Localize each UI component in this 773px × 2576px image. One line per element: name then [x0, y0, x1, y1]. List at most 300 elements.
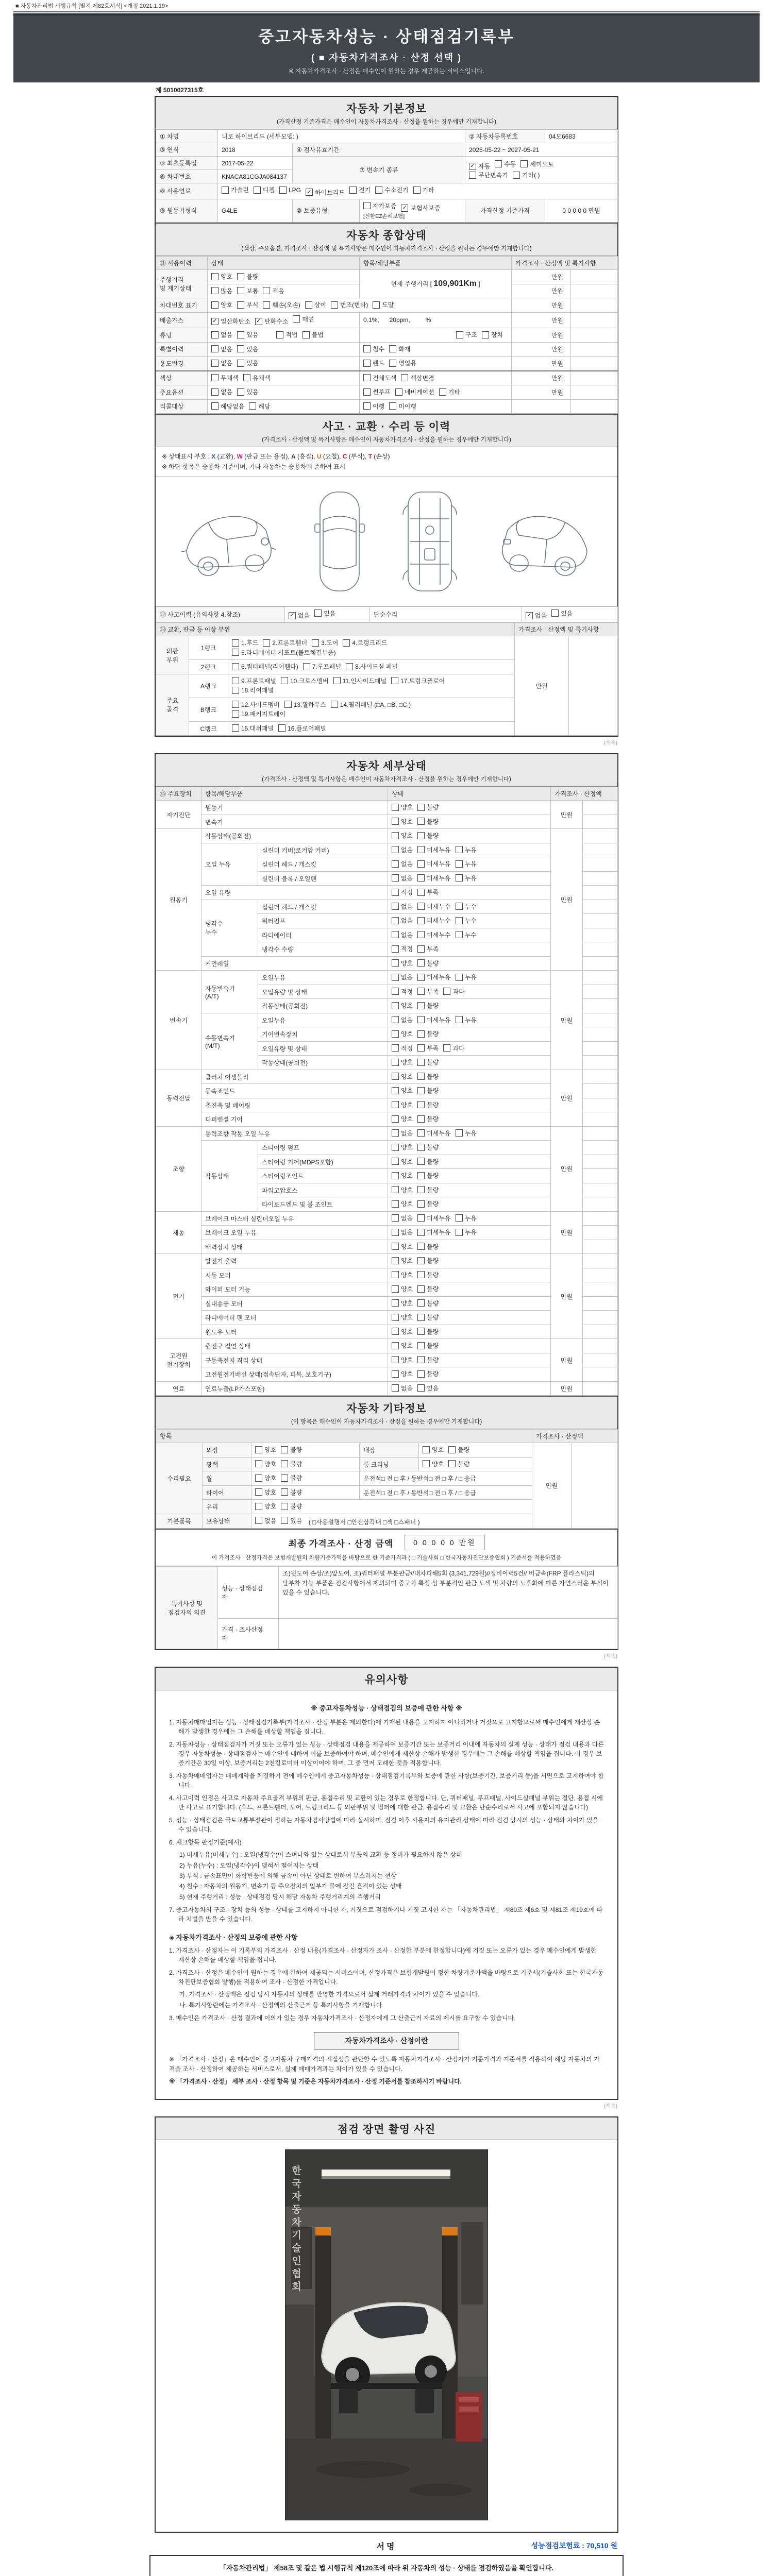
- checkbox-불량[interactable]: 불량: [417, 1058, 439, 1066]
- checkbox-양호[interactable]: 양호: [392, 1086, 413, 1095]
- item-label: 실린더 커버(로커암 커버): [258, 843, 388, 857]
- basic-info-table: [156, 129, 617, 223]
- car-rear-quarter-diagram: [493, 490, 596, 593]
- checkbox-기타[interactable]: 기타: [413, 185, 434, 194]
- accident-header: [156, 414, 617, 447]
- checkbox-영업용[interactable]: 영업용: [389, 359, 416, 367]
- checkbox-미세누유[interactable]: 미세누유: [417, 1228, 450, 1236]
- checkbox-양호[interactable]: 양호: [392, 1114, 413, 1123]
- checkbox-불량[interactable]: 불량: [417, 1072, 439, 1081]
- checkbox-없음[interactable]: 없음: [392, 1384, 413, 1393]
- checkbox-불량[interactable]: 불량: [281, 1473, 302, 1482]
- status-options: [208, 385, 360, 400]
- note-cell: [583, 900, 618, 914]
- status-options: [208, 371, 360, 385]
- checkbox-양호[interactable]: 양호: [392, 1157, 413, 1166]
- item-options: [360, 357, 512, 371]
- checkbox-가솔린[interactable]: 가솔린: [222, 185, 249, 194]
- item-label: 라디에이터: [258, 928, 388, 942]
- price-cell: 만원: [512, 371, 571, 385]
- price-cell: 만원: [512, 312, 571, 328]
- checkbox-불량[interactable]: 불량: [417, 1157, 439, 1166]
- checkbox-LPG[interactable]: LPG: [279, 187, 301, 194]
- checkbox-불량[interactable]: 불량: [417, 1327, 439, 1336]
- checkbox-불량[interactable]: 불량: [281, 1488, 302, 1497]
- accident-history-options: [285, 606, 370, 622]
- checkbox-무채색[interactable]: 무채색: [211, 374, 239, 382]
- status-options: [388, 1268, 551, 1282]
- checkbox-있음[interactable]: 있음: [237, 359, 258, 367]
- checkbox-세미오토[interactable]: 세미오토: [520, 160, 553, 168]
- checkbox-양호[interactable]: 양호: [392, 1185, 413, 1194]
- inspection-period-value: 2025-05-22 ~ 2027-05-21: [465, 143, 618, 157]
- checkbox-불량[interactable]: 불량: [417, 1114, 439, 1123]
- basic-info-title: 자동차 기본정보: [346, 103, 427, 115]
- item-label: 타이로드엔드 및 볼 조인트: [258, 1197, 388, 1212]
- checkbox-불량[interactable]: 불량: [417, 1313, 439, 1321]
- checkbox-양호[interactable]: 양호: [211, 300, 232, 309]
- status-options: [388, 985, 551, 999]
- checkbox-2.프론트휀더[interactable]: 2.프론트휀더: [263, 638, 307, 647]
- checkbox-상이[interactable]: 상이: [305, 300, 326, 309]
- checkbox-없음[interactable]: 없음: [255, 1516, 276, 1525]
- checkbox-색상변경[interactable]: 색상변경: [401, 374, 434, 382]
- checkbox-기타[interactable]: 기타: [439, 387, 460, 396]
- checkbox-적정[interactable]: 적정: [392, 944, 413, 953]
- checkbox-없음[interactable]: 없음: [211, 345, 232, 353]
- item-label: 동력조향 작동 오일 누유: [201, 1126, 388, 1141]
- checkbox-자가보증[interactable]: 자가보증: [363, 201, 396, 210]
- checkbox-미세누유[interactable]: 미세누유: [417, 973, 450, 981]
- checkbox-과다[interactable]: 과다: [443, 1044, 464, 1053]
- checkbox-많음[interactable]: 많음: [211, 286, 232, 295]
- overall-title: 자동차 종합상태: [346, 230, 427, 242]
- checkbox-전기[interactable]: 전기: [349, 185, 371, 194]
- checkbox-미이행[interactable]: 미이행: [389, 402, 416, 411]
- checkbox-양호[interactable]: 양호: [392, 817, 413, 826]
- checkbox-양호[interactable]: 양호: [392, 1100, 413, 1109]
- checkbox-적음[interactable]: 적음: [263, 286, 284, 295]
- checkbox-부족[interactable]: 부족: [417, 1044, 439, 1053]
- status-options: [388, 1240, 551, 1254]
- checkbox-누유[interactable]: 누유: [456, 874, 477, 883]
- checkbox-미세누수[interactable]: 미세누수: [417, 902, 450, 911]
- device-동력전달: 동력전달: [156, 1070, 201, 1126]
- status-options: [388, 815, 551, 829]
- vin-label: ⑥ 차대번호: [156, 170, 218, 183]
- checkbox-없음[interactable]: 없음: [392, 902, 413, 911]
- status-options: [388, 1155, 551, 1169]
- checkbox-7.루프패널[interactable]: 7.루프패널: [303, 662, 341, 671]
- status-options: [388, 1084, 551, 1098]
- page-marker-2: (계속): [604, 1654, 617, 1660]
- checkbox-불량[interactable]: 불량: [417, 1185, 439, 1194]
- note-cell: [583, 1240, 618, 1254]
- checkbox-없음[interactable]: 없음: [211, 330, 232, 339]
- item-options: [360, 342, 512, 357]
- checkbox-썬루프[interactable]: 썬루프: [363, 387, 391, 396]
- section-box-1: [155, 96, 618, 737]
- checkbox-불량[interactable]: 불량: [417, 1086, 439, 1095]
- note-cell: [583, 815, 618, 829]
- item-label: 연료누출(LP가스포함): [201, 1381, 388, 1396]
- status-options: [388, 1226, 551, 1240]
- status-options: [388, 1112, 551, 1127]
- notice-header: [156, 1668, 617, 1690]
- checkbox-불량[interactable]: 불량: [417, 1256, 439, 1265]
- accident-subtitle: (가격조사 · 산정액 및 특기사항은 매수인이 자동차가격조사 · 산정을 원하는 경우에만 기재합니다): [262, 437, 511, 443]
- checkbox-양호[interactable]: 양호: [392, 1029, 413, 1038]
- checkbox-불량[interactable]: 불량: [448, 1460, 469, 1468]
- checkbox-훼손(오손)[interactable]: 훼손(오손): [263, 300, 300, 309]
- overall-col-2: 항목/해당부품: [360, 257, 512, 270]
- item-label: 시동 모터: [201, 1268, 388, 1282]
- checkbox-구조[interactable]: 구조: [456, 330, 477, 339]
- checkbox-누유[interactable]: 누유: [456, 1129, 477, 1138]
- checkbox-있음[interactable]: 있음: [551, 609, 573, 618]
- checkbox-양호[interactable]: 양호: [392, 831, 413, 840]
- checkbox-미세누유[interactable]: 미세누유: [417, 845, 450, 854]
- etc-title: 자동차 기타정보: [346, 1403, 427, 1415]
- checkbox-양호[interactable]: 양호: [211, 272, 232, 281]
- note-cell: [583, 1339, 618, 1353]
- checkbox-11.인사이드패널[interactable]: 11.인사이드패널: [333, 676, 386, 685]
- holding-options: 없음 있음 ( □사용설명서 □안전삼각대 □잭 □스패너 ): [251, 1514, 532, 1529]
- checkbox-없음[interactable]: 없음: [392, 845, 413, 854]
- note-cell: [583, 914, 618, 928]
- checkbox-수소전기[interactable]: 수소전기: [375, 185, 408, 194]
- checkbox-누유[interactable]: 누유: [456, 1015, 477, 1024]
- current-odometer: 현재 주행거리 [ 109,901Km ]: [360, 270, 512, 298]
- row-label-용도변경: 용도변경: [156, 357, 208, 371]
- price-cell: 만원: [551, 801, 583, 829]
- checkbox-18.리어패널[interactable]: 18.리어패널: [232, 686, 274, 694]
- checkbox-누유[interactable]: 누유: [456, 1214, 477, 1223]
- checkbox-양호[interactable]: 양호: [392, 1327, 413, 1336]
- checkbox-네비게이션[interactable]: 네비게이션: [395, 387, 434, 396]
- checkbox-없음[interactable]: 없음: [392, 1214, 413, 1223]
- checkbox-없음[interactable]: 없음: [392, 859, 413, 868]
- etc-options: [251, 1443, 360, 1458]
- checkbox-8.사이드실 패널[interactable]: 8.사이드실 패널: [346, 662, 398, 671]
- item-label: 고전원전기배선 상태(접속단자, 피복, 보호기구): [201, 1367, 388, 1382]
- checkbox-양호[interactable]: 양호: [255, 1502, 276, 1511]
- item-label: 충전구 절연 상태: [201, 1339, 388, 1353]
- checkbox-양호[interactable]: 양호: [392, 1369, 413, 1378]
- checkbox-양호[interactable]: 양호: [392, 1313, 413, 1321]
- checkbox-불량[interactable]: 불량: [417, 959, 439, 968]
- row-label-색상: 색상: [156, 371, 208, 385]
- checkbox-부식[interactable]: 부식: [237, 300, 258, 309]
- detail-col-0: ⑭ 주요장치: [156, 787, 201, 801]
- checkbox-19.패키지트레이[interactable]: 19.패키지트레이: [232, 709, 285, 718]
- note-cell: [583, 1070, 618, 1084]
- report-header: [13, 15, 760, 82]
- status-options: [388, 1282, 551, 1297]
- checkbox-미세누유[interactable]: 미세누유: [417, 1015, 450, 1024]
- checkbox-불법[interactable]: 불법: [303, 330, 324, 339]
- etc-note: 운전석□ 전 □ 후 / 동반석□ 전 □ 후 / □ 응급: [360, 1471, 532, 1486]
- checkbox-부족[interactable]: 부족: [417, 944, 439, 953]
- note-cell: [583, 1112, 618, 1127]
- checkbox-적정[interactable]: 적정: [392, 987, 413, 996]
- checkbox-없음[interactable]: 없음: [392, 916, 413, 925]
- detail-col-1: 항목/해당부품: [201, 787, 388, 801]
- checkbox-부족[interactable]: 부족: [417, 888, 439, 896]
- checkbox-양호[interactable]: 양호: [392, 1143, 413, 1151]
- status-options: [388, 1056, 551, 1070]
- note-cell: [583, 1381, 618, 1396]
- note-cell: [583, 857, 618, 872]
- checkbox-양호[interactable]: 양호: [392, 1171, 413, 1180]
- checkbox-불량[interactable]: 불량: [417, 1001, 439, 1010]
- checkbox-있음[interactable]: 있음: [417, 1384, 439, 1393]
- checkbox-불량[interactable]: 불량: [417, 1299, 439, 1308]
- checkbox-수동[interactable]: 수동: [495, 160, 516, 168]
- price-cell: 만원: [515, 636, 569, 736]
- checkbox-전체도색[interactable]: 전체도색: [363, 374, 396, 382]
- checkbox-4.트렁크리드[interactable]: 4.트렁크리드: [343, 638, 387, 647]
- checkbox-기타( )[interactable]: 기타( ): [513, 171, 540, 179]
- checkbox-있음[interactable]: 있음: [314, 609, 335, 618]
- car-name-label: ① 차명: [156, 130, 218, 143]
- checkbox-적정[interactable]: 적정: [392, 888, 413, 896]
- price-cell: 만원: [512, 342, 571, 357]
- checkbox-미세누수[interactable]: 미세누수: [417, 916, 450, 925]
- checkbox-침수[interactable]: 침수: [363, 345, 384, 353]
- checkbox-16.플로어패널[interactable]: 16.플로어패널: [278, 724, 326, 733]
- notice-body: [156, 1690, 617, 2099]
- note-cell: [583, 1296, 618, 1311]
- checkbox-누수[interactable]: 누수: [456, 930, 477, 939]
- checkbox-불량[interactable]: 불량: [417, 1199, 439, 1208]
- item-label: 스티어링 펌프: [258, 1141, 388, 1155]
- checkbox-없음[interactable]: ✓ 없음: [526, 611, 547, 620]
- legend-note: ※ 하단 항목은 승용차 기준이며, 기타 자동차는 승용차에 준하여 표시: [162, 463, 346, 471]
- checkbox-1.후드[interactable]: 1.후드: [232, 638, 258, 647]
- basic-items-label: 기본품목: [156, 1514, 203, 1529]
- checkbox-양호[interactable]: 양호: [423, 1460, 444, 1468]
- item-label: 브레이크 오일 누유: [201, 1226, 388, 1240]
- status-options: [388, 942, 551, 957]
- note-cell: [571, 328, 618, 343]
- checkbox-없음[interactable]: 없음: [392, 930, 413, 939]
- price-cell: [512, 399, 571, 414]
- checkbox-양호[interactable]: 양호: [392, 1242, 413, 1251]
- checkbox-무단변속기[interactable]: 무단변속기: [469, 171, 508, 179]
- photo-section: [155, 2116, 618, 2533]
- checkbox-누유[interactable]: 누유: [456, 859, 477, 868]
- checkbox-하이브리드[interactable]: ✓ 하이브리드: [306, 188, 345, 197]
- checkbox-있음[interactable]: 있음: [237, 345, 258, 353]
- checkbox-해당없음[interactable]: 해당없음: [211, 402, 244, 411]
- checkbox-양호[interactable]: 양호: [392, 1072, 413, 1081]
- checkbox-양호[interactable]: 양호: [255, 1445, 276, 1454]
- checkbox-불량[interactable]: 불량: [417, 817, 439, 826]
- checkbox-양호[interactable]: 양호: [392, 1341, 413, 1350]
- checkbox-일산화탄소[interactable]: ✓ 일산화탄소: [211, 317, 250, 326]
- checkbox-누유[interactable]: 누유: [456, 845, 477, 854]
- checkbox-있음[interactable]: 있음: [281, 1516, 302, 1525]
- checkbox-없음[interactable]: ✓ 없음: [289, 611, 310, 620]
- checkbox-없음[interactable]: 없음: [211, 359, 232, 367]
- checkbox-없음[interactable]: 없음: [392, 1228, 413, 1236]
- item-label: 오일누유: [258, 971, 388, 985]
- checkbox-불량[interactable]: 불량: [281, 1460, 302, 1468]
- checkbox-있음[interactable]: 있음: [237, 330, 258, 339]
- checkbox-누수[interactable]: 누수: [456, 902, 477, 911]
- exchange-label: ⑬ 교환, 판금 등 이상 부위: [156, 623, 515, 636]
- checkbox-과다[interactable]: 과다: [443, 987, 464, 996]
- page-marker-1: (계속): [604, 740, 617, 747]
- checkbox-미세누유[interactable]: 미세누유: [417, 1214, 450, 1223]
- subgroup-오일 누유: 오일 누유: [201, 843, 258, 886]
- checkbox-불량[interactable]: 불량: [417, 1143, 439, 1151]
- checkbox-14.필러패널 (□A, □B, □C )[interactable]: 14.필러패널 (□A, □B, □C ): [331, 700, 411, 709]
- checkbox-미세누수[interactable]: 미세누수: [417, 930, 450, 939]
- checkbox-해당[interactable]: 해당: [249, 402, 270, 411]
- price-cell: 만원: [551, 829, 583, 971]
- checkbox-불량[interactable]: 불량: [417, 1029, 439, 1038]
- checkbox-없음[interactable]: 없음: [392, 1015, 413, 1024]
- price-cell: 만원: [551, 1070, 583, 1126]
- device-자기진단: 자기진단: [156, 801, 201, 829]
- checkbox-양호[interactable]: 양호: [255, 1488, 276, 1497]
- final-price-note: 이 가격조사 · 산정가격은 보험개발원의 차량기준가액을 바탕으로 한 기준가격과 ( □ 기술사회 □ 한국자동차진단보증협회 ) 기준서를 적용하였음: [156, 1552, 617, 1566]
- reg-no-label: ② 자동차등록번호: [465, 130, 545, 143]
- price-survey-box-text-2: ※ 「가격조사 · 산정」 세부 조사 · 산정 항목 및 기준은 자동차가격조사 · 산정 기준서를 참조하시기 바랍니다.: [169, 2078, 462, 2086]
- checkbox-탄화수소[interactable]: ✓ 탄화수소: [255, 317, 288, 326]
- checkbox-불량[interactable]: 불량: [417, 1100, 439, 1109]
- checkbox-3.도어[interactable]: 3.도어: [312, 638, 338, 647]
- checkbox-없음[interactable]: 없음: [211, 387, 232, 396]
- item-label: 실린더 헤드 / 개스킷: [258, 857, 388, 872]
- checkbox-양호[interactable]: 양호: [392, 1355, 413, 1364]
- checkbox-불량[interactable]: 불량: [417, 1355, 439, 1364]
- checkbox-변조(변타)[interactable]: 변조(변타): [331, 300, 368, 309]
- price-note-header: 가격조사 · 산정액 및 특기사항: [515, 623, 618, 636]
- checkbox-보통[interactable]: 보통: [237, 286, 258, 295]
- checkbox-렌트[interactable]: 렌트: [363, 359, 384, 367]
- checkbox-양호[interactable]: 양호: [392, 1058, 413, 1066]
- checkbox-불량[interactable]: 불량: [281, 1502, 302, 1511]
- checkbox-없음[interactable]: 없음: [392, 874, 413, 883]
- checkbox-불량[interactable]: 불량: [448, 1445, 469, 1454]
- basic-info-header: [156, 97, 617, 129]
- checkbox-양호[interactable]: 양호: [392, 803, 413, 811]
- status-options: [208, 399, 360, 414]
- checkbox-유채색[interactable]: 유채색: [243, 374, 271, 382]
- checkbox-자동[interactable]: ✓ 자동: [469, 162, 490, 171]
- checkbox-불량[interactable]: 불량: [417, 1341, 439, 1350]
- checkbox-17.트렁크플로어[interactable]: 17.트렁크플로어: [391, 676, 445, 685]
- checkbox-디젤[interactable]: 디젤: [254, 185, 275, 194]
- etc-options: [419, 1457, 532, 1471]
- checkbox-미세누유[interactable]: 미세누유: [417, 874, 450, 883]
- odometer-label: 주행거리 및 계기상태: [156, 270, 208, 298]
- status-options: [388, 1325, 551, 1339]
- simple-repair-options: [522, 606, 618, 622]
- item-label: 워터펌프: [258, 914, 388, 928]
- item-label: 작동상태(공회전): [258, 999, 388, 1013]
- checkbox-불량[interactable]: 불량: [417, 1284, 439, 1293]
- checkbox-누수[interactable]: 누수: [456, 916, 477, 925]
- note-cell: [583, 1325, 618, 1339]
- checkbox-양호[interactable]: 양호: [392, 959, 413, 968]
- checkbox-15.대쉬패널[interactable]: 15.대쉬패널: [232, 724, 274, 733]
- checkbox-불량[interactable]: 불량: [417, 1171, 439, 1180]
- checkbox-불량[interactable]: 불량: [417, 1369, 439, 1378]
- checkbox-12.사이드멤버[interactable]: 12.사이드멤버: [232, 700, 280, 709]
- checkbox-불량[interactable]: 불량: [417, 831, 439, 840]
- status-options: [388, 843, 551, 857]
- status-options: [388, 914, 551, 928]
- checkbox-불량[interactable]: 불량: [417, 1270, 439, 1279]
- checkbox-양호[interactable]: 양호: [392, 1199, 413, 1208]
- checkbox-미세누유[interactable]: 미세누유: [417, 859, 450, 868]
- status-options: [208, 298, 512, 313]
- device-전기: 전기: [156, 1254, 201, 1339]
- checkbox-적정[interactable]: 적정: [392, 1044, 413, 1053]
- note-cell: [583, 942, 618, 957]
- checkbox-9.프론트패널[interactable]: 9.프론트패널: [232, 676, 276, 685]
- note-cell: [583, 871, 618, 886]
- checkbox-누유[interactable]: 누유: [456, 1228, 477, 1236]
- rank-1랭크: 1랭크: [189, 636, 228, 660]
- status-options: [208, 357, 360, 371]
- checkbox-매연[interactable]: 매연: [293, 315, 314, 324]
- note-cell: [583, 1084, 618, 1098]
- checkbox-없음[interactable]: 없음: [392, 1129, 413, 1138]
- opinion-who-0: 성능 · 상태점검 자: [218, 1567, 279, 1619]
- checkbox-부족[interactable]: 부족: [417, 987, 439, 996]
- checkbox-이행[interactable]: 이행: [363, 402, 384, 411]
- checkbox-있음[interactable]: 있음: [237, 387, 258, 396]
- checkbox-미세누유[interactable]: 미세누유: [417, 1129, 450, 1138]
- checkbox-불량[interactable]: 불량: [237, 272, 258, 281]
- checkbox-보험사보증[interactable]: ✓ 보험사보증: [401, 204, 440, 212]
- checkbox-불량[interactable]: 불량: [417, 1242, 439, 1251]
- checkbox-5.라디에이터 서포트(볼트체결부품)[interactable]: 5.라디에이터 서포트(볼트체결부품): [232, 648, 336, 657]
- checkbox-6.쿼터패널(리어휀다)[interactable]: 6.쿼터패널(리어휀다): [232, 662, 298, 671]
- checkbox-없음[interactable]: 없음: [392, 973, 413, 981]
- checkbox-13.휠하우스[interactable]: 13.휠하우스: [284, 700, 326, 709]
- note-cell: [583, 1226, 618, 1240]
- checkbox-양호[interactable]: 양호: [392, 1256, 413, 1265]
- rank-C랭크: C랭크: [189, 721, 228, 736]
- checkbox-양호[interactable]: 양호: [392, 1299, 413, 1308]
- checkbox-10.크로스멤버[interactable]: 10.크로스멤버: [281, 676, 329, 685]
- checkbox-양호[interactable]: 양호: [392, 1270, 413, 1279]
- item-label: 실린더 헤드 / 개스킷: [258, 900, 388, 914]
- checkbox-장치[interactable]: 장치: [482, 330, 503, 339]
- checkbox-양호[interactable]: 양호: [255, 1473, 276, 1482]
- status-options: [208, 342, 360, 357]
- checkbox-양호[interactable]: 양호: [255, 1460, 276, 1468]
- checkbox-누유[interactable]: 누유: [456, 973, 477, 981]
- price-cell: 만원: [512, 298, 571, 313]
- checkbox-불량[interactable]: 불량: [281, 1445, 302, 1454]
- detail-header: [156, 754, 617, 787]
- status-options: [388, 999, 551, 1013]
- checkbox-적법[interactable]: 적법: [276, 330, 297, 339]
- checkbox-화재[interactable]: 화재: [389, 345, 410, 353]
- checkbox-양호[interactable]: 양호: [423, 1445, 444, 1454]
- checkbox-양호[interactable]: 양호: [392, 1284, 413, 1293]
- checkbox-도말[interactable]: 도말: [373, 300, 394, 309]
- checkbox-양호[interactable]: 양호: [392, 1001, 413, 1010]
- checkbox-불량[interactable]: 불량: [417, 803, 439, 811]
